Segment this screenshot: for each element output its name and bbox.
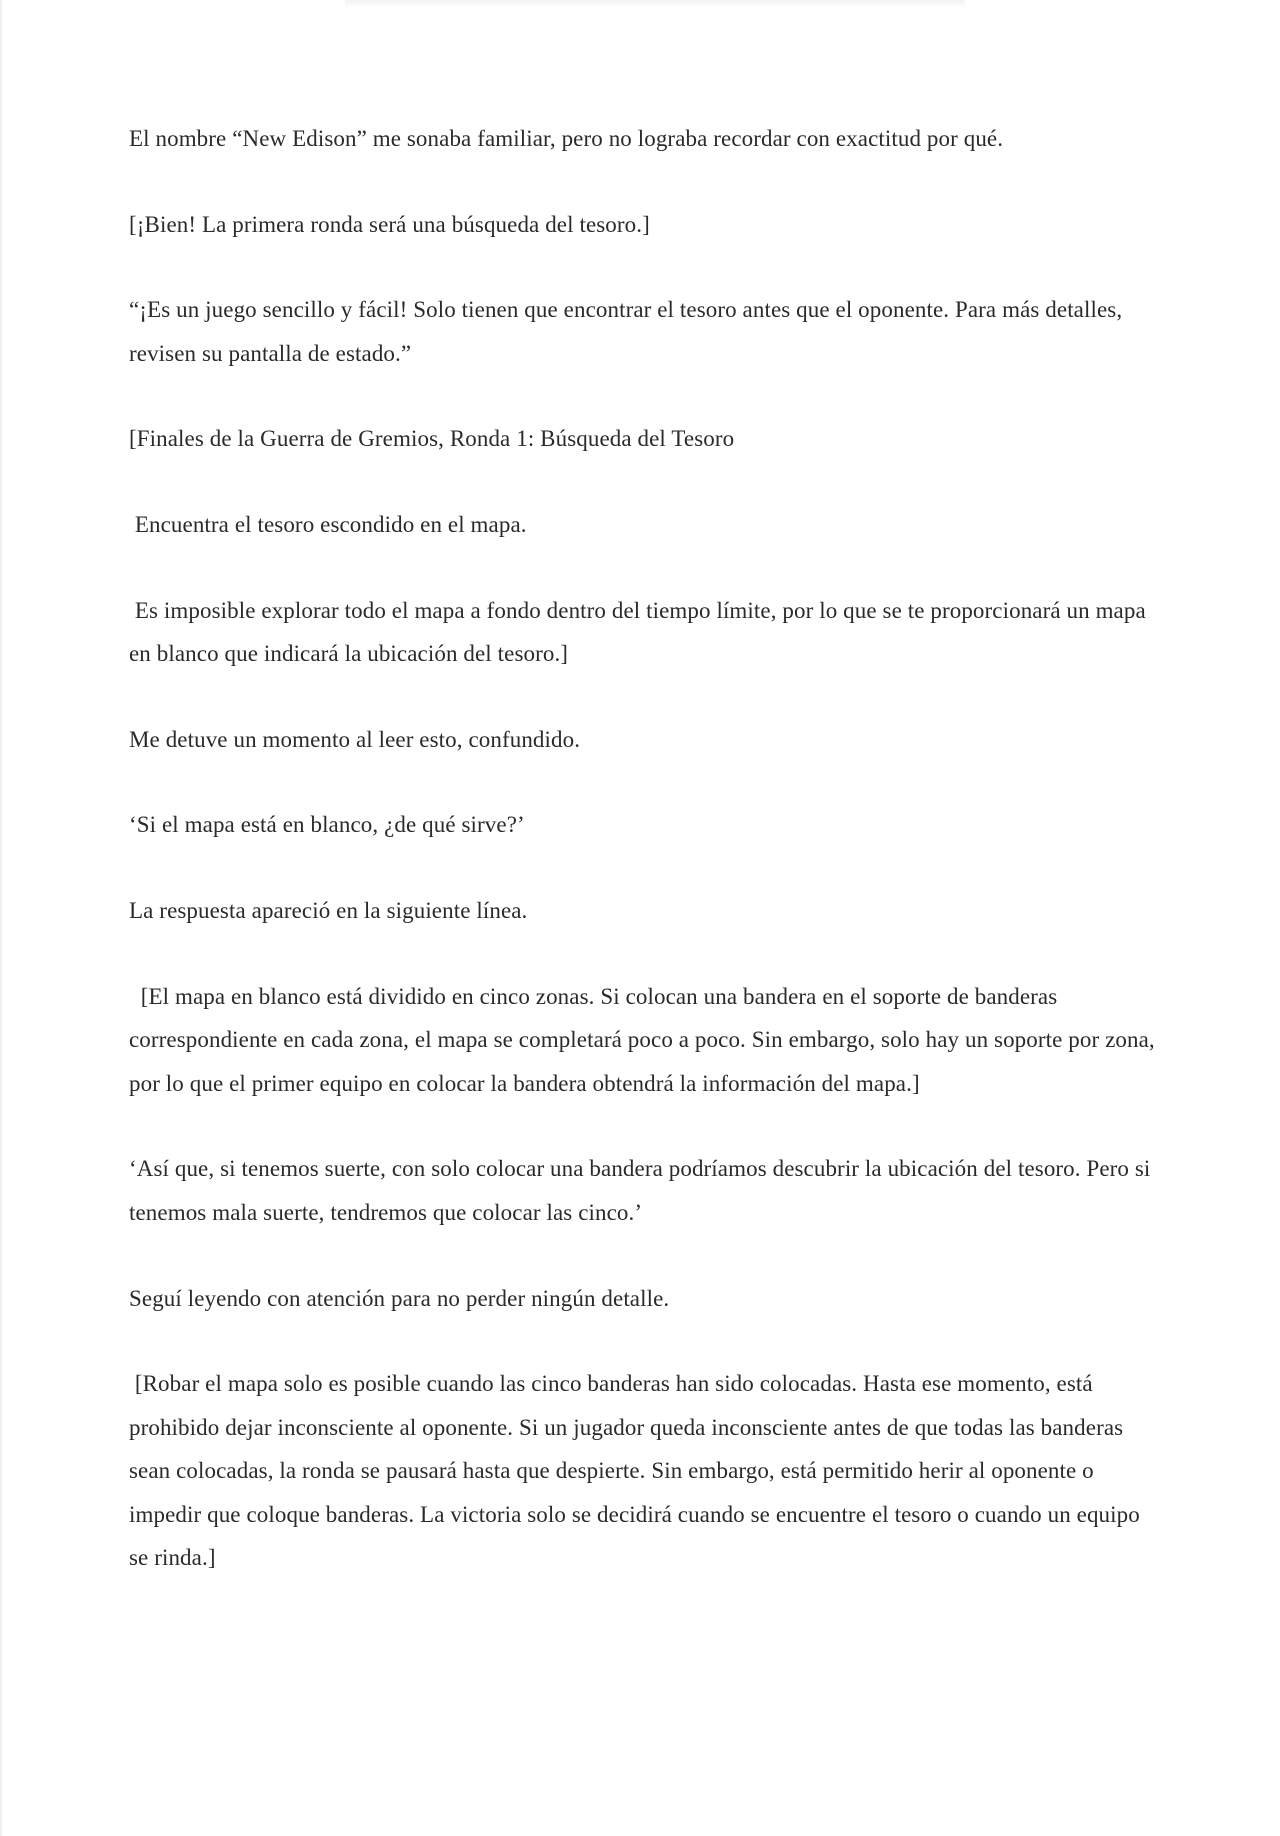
page-edge bbox=[0, 0, 2, 1836]
top-shadow bbox=[345, 0, 965, 8]
paragraph: Encuentra el tesoro escondido en el mapa. bbox=[129, 511, 527, 537]
paragraph: La respuesta apareció en la siguiente línea. bbox=[129, 897, 528, 923]
paragraph: “¡Es un juego sencillo y fácil! Solo tienen que encontrar el tesoro antes que el oponente. Para más detalles, revisen su pantalla de estado.” bbox=[129, 297, 1129, 366]
paragraph: ‘Así que, si tenemos suerte, con solo colocar una bandera podríamos descubrir la ubicación del tesoro. Pero si tenemos mala suerte, tendremos que colocar las cinco.’ bbox=[129, 1156, 1157, 1225]
paragraph: [Finales de la Guerra de Gremios, Ronda 1: Búsqueda del Tesoro bbox=[129, 426, 735, 452]
paragraph: El nombre “New Edison” me sonaba familiar, pero no lograba recordar con exactitud por qué. bbox=[129, 126, 1004, 151]
paragraph: Me detuve un momento al leer esto, confundido. bbox=[129, 726, 581, 752]
paragraph: [¡Bien! La primera ronda será una búsqueda del tesoro.] bbox=[129, 211, 650, 237]
paragraph: ‘Si el mapa está en blanco, ¿de qué sirve?’ bbox=[129, 812, 525, 838]
document-body bbox=[129, 117, 1159, 1622]
paragraph: [El mapa en blanco está dividido en cinco zonas. Si colocan una bandera en el soporte de banderas correspondiente en cada zona, el mapa se completará poco a poco. Sin embargo, solo hay un soporte por zona, por lo que el primer equipo en colocar la bandera obtendrá la información del mapa.] bbox=[129, 983, 1161, 1096]
paragraph: Seguí leyendo con atención para no perder ningún detalle. bbox=[129, 1285, 670, 1311]
paragraph: Es imposible explorar todo el mapa a fondo dentro del tiempo límite, por lo que se te proporcionará un mapa en blanco que indicará la ubicación del tesoro.] bbox=[129, 597, 1152, 667]
paragraph: [Robar el mapa solo es posible cuando las cinco banderas han sido colocadas. Hasta ese momento, está prohibido dejar inconsciente al oponente. Si un jugador queda inconsciente antes de que todas las banderas sean colocadas, la ronda se pausará hasta que despierte. Sin embargo, está permitido herir al oponente o impedir que coloque banderas. La victoria solo se decidirá cuando se encuentre el tesoro o cuando un equipo se rinda.] bbox=[129, 1371, 1146, 1571]
